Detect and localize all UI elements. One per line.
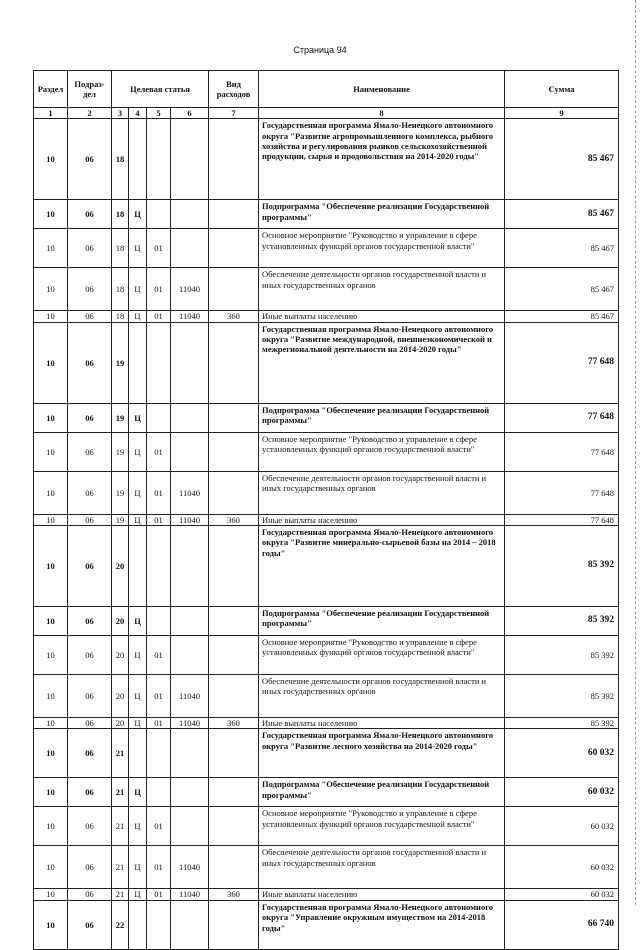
header-razdel: Раздел xyxy=(34,71,68,108)
expense-type-cell xyxy=(209,322,259,403)
activity-code-cell xyxy=(147,119,171,200)
podrazdel-cell: 06 xyxy=(68,718,112,729)
table-row xyxy=(34,807,619,846)
direction-code-cell xyxy=(171,636,209,675)
subprogram-code-cell xyxy=(129,900,147,949)
direction-code-cell xyxy=(171,778,209,807)
razdel-cell: 10 xyxy=(34,889,68,900)
razdel-cell: 10 xyxy=(34,322,68,403)
table-row xyxy=(34,889,619,900)
sum-cell: 85 467 xyxy=(505,268,619,311)
activity-code-cell: 01 xyxy=(147,471,171,514)
podrazdel-cell: 06 xyxy=(68,607,112,636)
activity-code-cell xyxy=(147,607,171,636)
direction-code-cell: 11040 xyxy=(171,311,209,322)
column-numbers-row xyxy=(34,108,619,119)
header-sum: Сумма xyxy=(505,71,619,108)
podrazdel-cell: 06 xyxy=(68,514,112,525)
col-number: 3 xyxy=(112,108,129,119)
subprogram-code-cell: Ц xyxy=(129,229,147,268)
razdel-cell: 10 xyxy=(34,403,68,432)
activity-code-cell: 01 xyxy=(147,311,171,322)
sum-cell: 85 392 xyxy=(505,636,619,675)
expense-type-cell xyxy=(209,846,259,889)
scan-edge xyxy=(633,0,636,905)
subprogram-code-cell: Ц xyxy=(129,471,147,514)
name-cell: Основное мероприятие "Руководство и управление в сфере установленных функций органов государственной власти" xyxy=(259,807,505,846)
col-number: 7 xyxy=(209,108,259,119)
direction-code-cell: 11040 xyxy=(171,514,209,525)
name-cell: Иные выплаты населению xyxy=(259,311,505,322)
podrazdel-cell: 06 xyxy=(68,807,112,846)
table-row xyxy=(34,229,619,268)
razdel-cell: 10 xyxy=(34,268,68,311)
direction-code-cell xyxy=(171,607,209,636)
program-code-cell: 21 xyxy=(112,807,129,846)
expense-type-cell xyxy=(209,675,259,718)
table-row xyxy=(34,778,619,807)
direction-code-cell xyxy=(171,807,209,846)
table-row xyxy=(34,607,619,636)
budget-table xyxy=(33,70,619,950)
table-row xyxy=(34,514,619,525)
direction-code-cell: 11040 xyxy=(171,471,209,514)
program-code-cell: 20 xyxy=(112,718,129,729)
name-cell: Основное мероприятие "Руководство и управление в сфере установленных функций органов государственной власти" xyxy=(259,636,505,675)
expense-type-cell: 360 xyxy=(209,718,259,729)
page-number: Страница 94 xyxy=(293,45,347,55)
col-number: 2 xyxy=(68,108,112,119)
razdel-cell: 10 xyxy=(34,807,68,846)
table-row xyxy=(34,403,619,432)
sum-cell: 60 032 xyxy=(505,846,619,889)
activity-code-cell: 01 xyxy=(147,229,171,268)
direction-code-cell: 11040 xyxy=(171,889,209,900)
name-cell: Государственная программа Ямало-Ненецкого автономного округа "Развитие минерально-сырьевой базы на 2014 – 2018 годы" xyxy=(259,526,505,607)
table-row xyxy=(34,432,619,471)
table-row xyxy=(34,200,619,229)
expense-type-cell xyxy=(209,607,259,636)
name-cell: Государственная программа Ямало-Ненецкого автономного округа "Развитие международной, внешнеэкономической и межрегиональной деятельности на 2014-2020 годы" xyxy=(259,322,505,403)
program-code-cell: 20 xyxy=(112,526,129,607)
razdel-cell: 10 xyxy=(34,432,68,471)
activity-code-cell: 01 xyxy=(147,846,171,889)
program-code-cell: 19 xyxy=(112,403,129,432)
podrazdel-cell: 06 xyxy=(68,268,112,311)
expense-type-cell xyxy=(209,268,259,311)
program-code-cell: 19 xyxy=(112,322,129,403)
subprogram-code-cell xyxy=(129,729,147,778)
sum-cell: 85 392 xyxy=(505,526,619,607)
razdel-cell: 10 xyxy=(34,119,68,200)
activity-code-cell: 01 xyxy=(147,636,171,675)
podrazdel-cell: 06 xyxy=(68,322,112,403)
program-code-cell: 21 xyxy=(112,778,129,807)
expense-type-cell xyxy=(209,729,259,778)
table-row xyxy=(34,526,619,607)
direction-code-cell xyxy=(171,200,209,229)
col-number: 9 xyxy=(505,108,619,119)
program-code-cell: 18 xyxy=(112,200,129,229)
table-row xyxy=(34,322,619,403)
activity-code-cell xyxy=(147,900,171,949)
program-code-cell: 21 xyxy=(112,846,129,889)
name-cell: Подпрограмма "Обеспечение реализации Государственной программы" xyxy=(259,607,505,636)
sum-cell: 77 648 xyxy=(505,471,619,514)
header-target-article: Целевая статья xyxy=(112,71,209,108)
expense-type-cell xyxy=(209,432,259,471)
razdel-cell: 10 xyxy=(34,471,68,514)
podrazdel-cell: 06 xyxy=(68,900,112,949)
program-code-cell: 20 xyxy=(112,675,129,718)
name-cell: Государственная программа Ямало-Ненецкого автономного округа "Управление окружным имуществом на 2014-2018 годы" xyxy=(259,900,505,949)
podrazdel-cell: 06 xyxy=(68,889,112,900)
col-number: 4 xyxy=(129,108,147,119)
direction-code-cell xyxy=(171,403,209,432)
direction-code-cell xyxy=(171,229,209,268)
header-name: Наименование xyxy=(259,71,505,108)
expense-type-cell xyxy=(209,636,259,675)
subprogram-code-cell: Ц xyxy=(129,675,147,718)
activity-code-cell: 01 xyxy=(147,889,171,900)
direction-code-cell xyxy=(171,322,209,403)
program-code-cell: 21 xyxy=(112,889,129,900)
name-cell: Подпрограмма "Обеспечение реализации Государственной программы" xyxy=(259,403,505,432)
name-cell: Иные выплаты населению xyxy=(259,514,505,525)
podrazdel-cell: 06 xyxy=(68,119,112,200)
podrazdel-cell: 06 xyxy=(68,729,112,778)
podrazdel-cell: 06 xyxy=(68,636,112,675)
name-cell: Обеспечение деятельности органов государственной власти и иных государственных органов xyxy=(259,471,505,514)
name-cell: Государственная программа Ямало-Ненецкого автономного округа "Развитие лесного хозяйства на 2014-2020 годы" xyxy=(259,729,505,778)
subprogram-code-cell: Ц xyxy=(129,514,147,525)
expense-type-cell: 360 xyxy=(209,514,259,525)
subprogram-code-cell: Ц xyxy=(129,311,147,322)
expense-type-cell xyxy=(209,200,259,229)
name-cell: Основное мероприятие "Руководство и управление в сфере установленных функций органов государственной власти" xyxy=(259,432,505,471)
activity-code-cell: 01 xyxy=(147,718,171,729)
name-cell: Обеспечение деятельности органов государственной власти и иных государственных органов xyxy=(259,268,505,311)
col-number: 1 xyxy=(34,108,68,119)
expense-type-cell xyxy=(209,119,259,200)
expense-type-cell xyxy=(209,778,259,807)
sum-cell: 60 032 xyxy=(505,778,619,807)
podrazdel-cell: 06 xyxy=(68,311,112,322)
subprogram-code-cell xyxy=(129,322,147,403)
expense-type-cell xyxy=(209,526,259,607)
program-code-cell: 18 xyxy=(112,229,129,268)
program-code-cell: 20 xyxy=(112,636,129,675)
header-podrazdel: Подраз-дел xyxy=(68,71,112,108)
sum-cell: 77 648 xyxy=(505,322,619,403)
program-code-cell: 19 xyxy=(112,514,129,525)
podrazdel-cell: 06 xyxy=(68,778,112,807)
sum-cell: 85 467 xyxy=(505,119,619,200)
razdel-cell: 10 xyxy=(34,636,68,675)
razdel-cell: 10 xyxy=(34,846,68,889)
activity-code-cell: 01 xyxy=(147,675,171,718)
razdel-cell: 10 xyxy=(34,718,68,729)
direction-code-cell xyxy=(171,432,209,471)
activity-code-cell: 01 xyxy=(147,432,171,471)
name-cell: Государственная программа Ямало-Ненецкого автономного округа "Развитие агропромышленного комплекса, рыбного хозяйства и регулирования рынков сельскохозяйственной продукции, сырья и продовольствия на 2014-2020 годы" xyxy=(259,119,505,200)
expense-type-cell xyxy=(209,229,259,268)
podrazdel-cell: 06 xyxy=(68,432,112,471)
sum-cell: 85 467 xyxy=(505,311,619,322)
activity-code-cell: 01 xyxy=(147,514,171,525)
activity-code-cell xyxy=(147,778,171,807)
activity-code-cell xyxy=(147,526,171,607)
name-cell: Основное мероприятие "Руководство и управление в сфере установленных функций органов государственной власти" xyxy=(259,229,505,268)
name-cell: Подпрограмма "Обеспечение реализации Государственной программы" xyxy=(259,200,505,229)
sum-cell: 77 648 xyxy=(505,514,619,525)
expense-type-cell xyxy=(209,807,259,846)
program-code-cell: 18 xyxy=(112,268,129,311)
name-cell: Обеспечение деятельности органов государственной власти и иных государственных органов xyxy=(259,675,505,718)
activity-code-cell xyxy=(147,403,171,432)
sum-cell: 60 032 xyxy=(505,889,619,900)
subprogram-code-cell: Ц xyxy=(129,607,147,636)
program-code-cell: 19 xyxy=(112,471,129,514)
podrazdel-cell: 06 xyxy=(68,403,112,432)
direction-code-cell: 11040 xyxy=(171,718,209,729)
subprogram-code-cell: Ц xyxy=(129,200,147,229)
name-cell: Подпрограмма "Обеспечение реализации Государственной программы" xyxy=(259,778,505,807)
program-code-cell: 22 xyxy=(112,900,129,949)
table-row xyxy=(34,675,619,718)
razdel-cell: 10 xyxy=(34,200,68,229)
podrazdel-cell: 06 xyxy=(68,471,112,514)
razdel-cell: 10 xyxy=(34,526,68,607)
podrazdel-cell: 06 xyxy=(68,675,112,718)
subprogram-code-cell: Ц xyxy=(129,432,147,471)
activity-code-cell: 01 xyxy=(147,268,171,311)
table-row xyxy=(34,636,619,675)
sum-cell: 66 740 xyxy=(505,900,619,949)
col-number: 6 xyxy=(171,108,209,119)
program-code-cell: 21 xyxy=(112,729,129,778)
razdel-cell: 10 xyxy=(34,675,68,718)
subprogram-code-cell: Ц xyxy=(129,636,147,675)
razdel-cell: 10 xyxy=(34,729,68,778)
table-row xyxy=(34,729,619,778)
name-cell: Обеспечение деятельности органов государственной власти и иных государственных органов xyxy=(259,846,505,889)
sum-cell: 85 392 xyxy=(505,675,619,718)
podrazdel-cell: 06 xyxy=(68,200,112,229)
subprogram-code-cell: Ц xyxy=(129,718,147,729)
podrazdel-cell: 06 xyxy=(68,526,112,607)
table-row xyxy=(34,119,619,200)
razdel-cell: 10 xyxy=(34,229,68,268)
subprogram-code-cell: Ц xyxy=(129,268,147,311)
razdel-cell: 10 xyxy=(34,900,68,949)
name-cell: Иные выплаты населению xyxy=(259,718,505,729)
direction-code-cell xyxy=(171,526,209,607)
col-number: 8 xyxy=(259,108,505,119)
subprogram-code-cell: Ц xyxy=(129,403,147,432)
activity-code-cell xyxy=(147,729,171,778)
program-code-cell: 19 xyxy=(112,432,129,471)
table-row xyxy=(34,268,619,311)
sum-cell: 77 648 xyxy=(505,432,619,471)
activity-code-cell xyxy=(147,200,171,229)
subprogram-code-cell xyxy=(129,119,147,200)
table-row xyxy=(34,718,619,729)
program-code-cell: 18 xyxy=(112,311,129,322)
razdel-cell: 10 xyxy=(34,778,68,807)
table-row xyxy=(34,311,619,322)
sum-cell: 60 032 xyxy=(505,729,619,778)
subprogram-code-cell: Ц xyxy=(129,778,147,807)
activity-code-cell xyxy=(147,322,171,403)
program-code-cell: 18 xyxy=(112,119,129,200)
sum-cell: 77 648 xyxy=(505,403,619,432)
expense-type-cell xyxy=(209,471,259,514)
expense-type-cell xyxy=(209,900,259,949)
header-expense-type: Вид расходов xyxy=(209,71,259,108)
subprogram-code-cell: Ц xyxy=(129,807,147,846)
subprogram-code-cell: Ц xyxy=(129,889,147,900)
table-row xyxy=(34,471,619,514)
expense-type-cell: 360 xyxy=(209,889,259,900)
sum-cell: 85 467 xyxy=(505,200,619,229)
sum-cell: 85 467 xyxy=(505,229,619,268)
direction-code-cell xyxy=(171,729,209,778)
expense-type-cell: 360 xyxy=(209,311,259,322)
program-code-cell: 20 xyxy=(112,607,129,636)
sum-cell: 85 392 xyxy=(505,718,619,729)
name-cell: Иные выплаты населению xyxy=(259,889,505,900)
sum-cell: 85 392 xyxy=(505,607,619,636)
razdel-cell: 10 xyxy=(34,311,68,322)
table-row xyxy=(34,846,619,889)
col-number: 5 xyxy=(147,108,171,119)
razdel-cell: 10 xyxy=(34,607,68,636)
podrazdel-cell: 06 xyxy=(68,229,112,268)
razdel-cell: 10 xyxy=(34,514,68,525)
sum-cell: 60 032 xyxy=(505,807,619,846)
podrazdel-cell: 06 xyxy=(68,846,112,889)
subprogram-code-cell: Ц xyxy=(129,846,147,889)
table-row xyxy=(34,900,619,949)
direction-code-cell xyxy=(171,119,209,200)
header-row xyxy=(34,71,619,108)
activity-code-cell: 01 xyxy=(147,807,171,846)
expense-type-cell xyxy=(209,403,259,432)
subprogram-code-cell xyxy=(129,526,147,607)
direction-code-cell: 11040 xyxy=(171,268,209,311)
direction-code-cell: 11040 xyxy=(171,846,209,889)
direction-code-cell: 11040 xyxy=(171,675,209,718)
direction-code-cell xyxy=(171,900,209,949)
